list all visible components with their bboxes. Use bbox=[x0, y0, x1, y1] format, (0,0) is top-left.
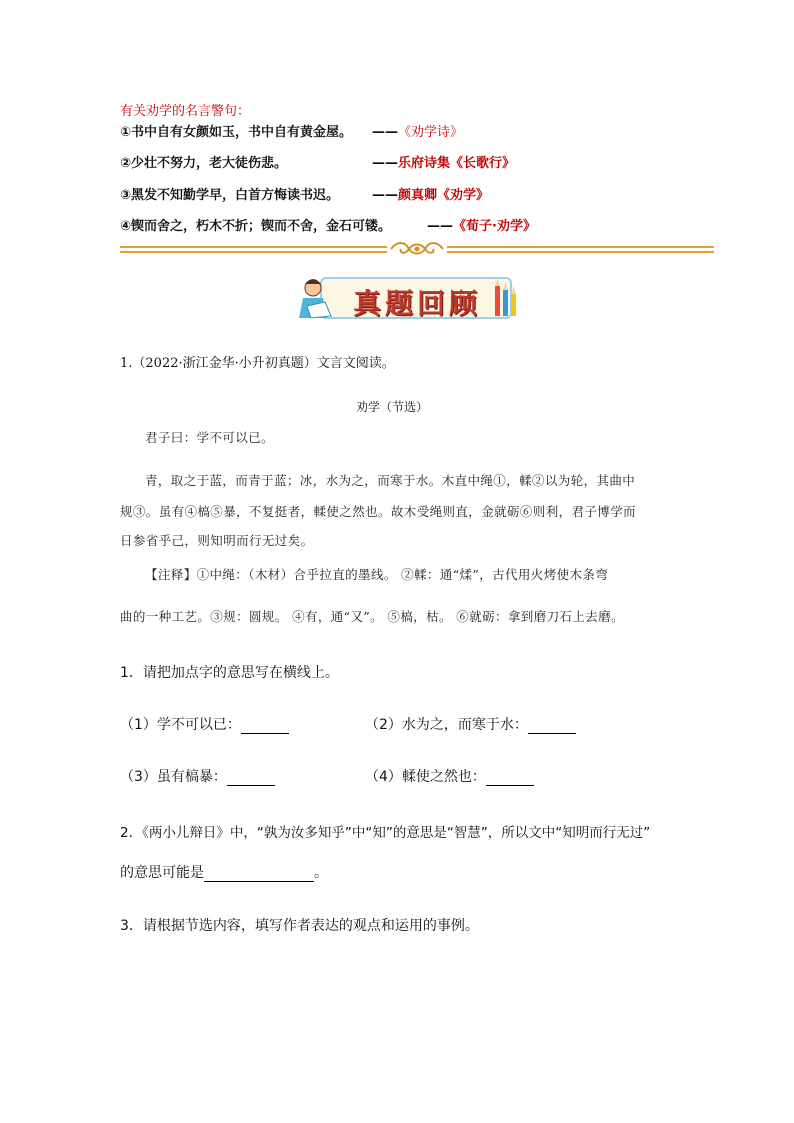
quote-text: ③黑发不知勤学早，白首方悔读书迟。 bbox=[120, 188, 340, 203]
pencils-icon bbox=[495, 278, 516, 316]
answer-blank[interactable] bbox=[241, 719, 289, 734]
task-2-line-1: 2．《两小儿辩日》中，“孰为汝多知乎”中“知”的意思是“智慧”，所以文中“知明而行无过” bbox=[120, 825, 651, 841]
quote-text: ①书中自有女颜如玉，书中自有黄金屋。 bbox=[120, 125, 353, 140]
scroll-ornament-icon bbox=[387, 239, 447, 259]
task-1a bbox=[120, 714, 289, 734]
quote-dash: —— bbox=[372, 125, 398, 140]
passage-line-3: 规③。虽有④槁⑤暴，不复挺者，輮使之然也。故木受绳则直，金就砺⑥则利，君子博学而 bbox=[120, 504, 637, 519]
answer-blank[interactable] bbox=[486, 771, 534, 786]
ornamental-divider bbox=[120, 242, 714, 256]
quote-text: ②少壮不努力，老大徒伤悲。 bbox=[120, 156, 288, 171]
section-banner bbox=[297, 272, 521, 324]
quote-dash: —— bbox=[372, 156, 398, 171]
quote-1 bbox=[120, 121, 352, 140]
task-1d-label: （4）輮使之然也： bbox=[365, 769, 486, 785]
task-1c bbox=[120, 766, 275, 786]
task-1a-label: （1）学不可以已： bbox=[120, 717, 241, 733]
answer-blank[interactable] bbox=[528, 719, 576, 734]
quote-source: 《劝学诗》 bbox=[398, 125, 464, 140]
question-heading: 1.（2022·浙江金华·小升初真题）文言文阅读。 bbox=[120, 356, 395, 371]
note-line-2: 曲的一种工艺。③规：圆规。 ④有，通“又”。 ⑤槁，枯。 ⑥就砺：拿到磨刀石上去磨。 bbox=[120, 609, 625, 624]
task-3-prompt: 3．请根据节选内容，填写作者表达的观点和运用的事例。 bbox=[120, 918, 479, 934]
quote-dash: —— bbox=[372, 188, 398, 203]
answer-blank[interactable] bbox=[227, 771, 275, 786]
task-1b-label: （2）水为之，而寒于水： bbox=[365, 717, 528, 733]
task-1d bbox=[365, 766, 534, 786]
quote-1-source bbox=[372, 121, 463, 140]
answer-blank[interactable] bbox=[204, 867, 314, 882]
passage-title: 劝学（节选） bbox=[356, 400, 429, 414]
quote-3 bbox=[120, 184, 339, 203]
quote-2-source bbox=[372, 152, 515, 171]
quote-2 bbox=[120, 152, 287, 171]
quote-3-source bbox=[372, 184, 489, 203]
quote-source: 《荀子·劝学》 bbox=[453, 219, 536, 234]
quote-source: 乐府诗集《长歌行》 bbox=[398, 156, 516, 171]
task-1c-label: （3）虽有槁暴： bbox=[120, 769, 227, 785]
task-1b bbox=[365, 714, 576, 734]
passage-line-1: 君子曰：学不可以已。 bbox=[145, 430, 275, 445]
banner-title: 真题回顾 bbox=[352, 287, 481, 320]
task-2-end: 。 bbox=[314, 865, 328, 881]
task-2-label: 的意思可能是 bbox=[120, 865, 204, 881]
quote-dash: —— bbox=[427, 219, 453, 234]
quote-source: 颜真卿《劝学》 bbox=[398, 188, 490, 203]
passage-line-2: 青，取之于蓝，而青于蓝；冰，水为之，而寒于水。木直中绳①，輮②以为轮，其曲中 bbox=[145, 473, 636, 488]
passage-line-4: 日参省乎己，则知明而行无过矣。 bbox=[120, 533, 314, 548]
quote-4 bbox=[120, 215, 391, 234]
quote-4-source bbox=[427, 215, 536, 234]
task-1-prompt: 1．请把加点字的意思写在横线上。 bbox=[120, 665, 339, 681]
quote-text: ④锲而舍之，朽木不折；锲而不舍，金石可镂。 bbox=[120, 219, 392, 234]
note-line-1: 【注释】①中绳：（木材）合乎拉直的墨线。 ②輮：通“煣”，古代用火烤使木条弯 bbox=[145, 567, 609, 582]
quotes-heading: 有关劝学的名言警句： bbox=[120, 104, 251, 119]
task-2-line-2 bbox=[120, 862, 328, 882]
